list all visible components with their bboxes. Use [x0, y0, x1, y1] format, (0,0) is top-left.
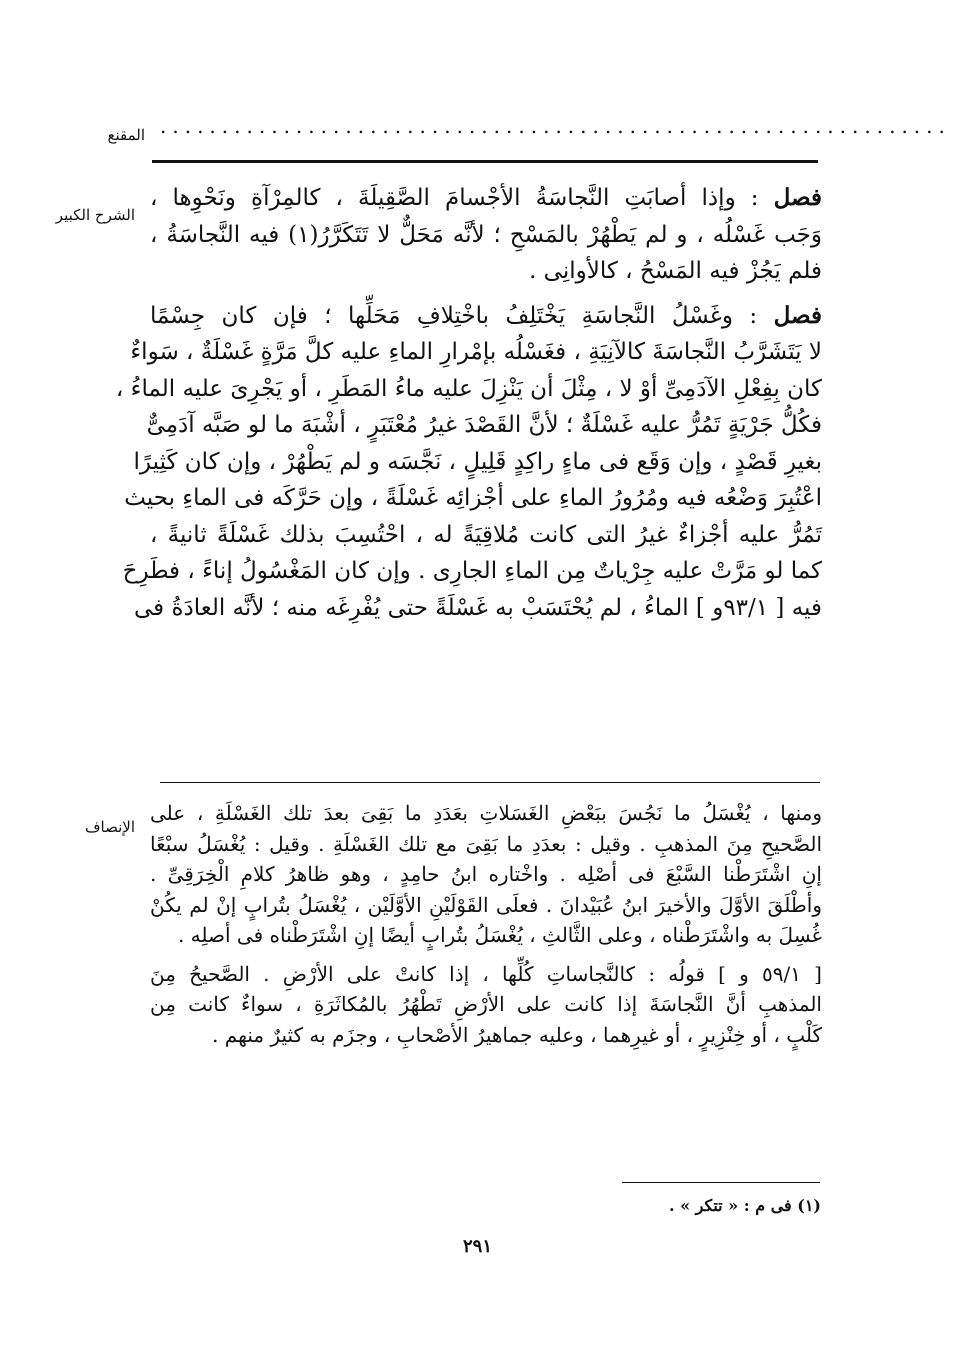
text-line: إنِ اشْتَرَطْنا السَّبْعَ فى أصْلِه . واخْتاره ابنُ حامِدٍ ، وهو ظاهرُ كلامِ الْخِرَقِىِّ . [150, 862, 822, 886]
text-line: كما لو مَرَّتْ عليه جِرْياتٌ مِن الماءِ الجارِى . وإن كان المَغْسُولُ إناءً ، فطَرِحَ [122, 558, 822, 584]
side-label-sharh: الشرح الكبير [55, 206, 135, 224]
line-text: : وإذا أصابَتِ النَّجاسَةُ الأجْسامَ الصَّقِيلَةَ ، كالمِرْآةِ ونَحْوِها ، [150, 185, 774, 211]
text-line: تَمُرُّ عليه أجْزاءٌ غيرُ التى كانت مُلاقِيَةً له ، احْتُسِبَ بذلك غَسْلَةً ثانيةً ، [150, 521, 822, 548]
text-line: لا يَتَشَرَّبُ النَّجاسَةَ كالآنِيَةِ ، فغَسْلُه بإمْرارِ الماءِ عليه كلَّ مَرَّةٍ غَسْلَةٌ ، سَواءٌ [130, 339, 822, 365]
text-line: فيه [ ٩٣/١و ] الماءُ ، لم يُحْتَسَبْ به غَسْلَةً حتى يُفْرِغَه منه ؛ لأنَّه العادَةُ فى [133, 594, 822, 621]
text-line: الصَّحيحِ مِنَ المذهبِ . وقيل : بعدَدِ ما بَقِىَ مع تلك الغَسْلَةِ . وقيل : يُغْسَلُ سبْعًا [150, 831, 822, 856]
text-line: فلم يَجُزْ فيه المَسْحُ ، كالأوانِى . [529, 258, 822, 284]
text-line: [ ٥٩/١ و ] قولُه : كالنَّجاساتِ كُلِّها ، إذا كانتْ على الأرْضِ . الصَّحيحُ مِنَ [150, 961, 822, 986]
header-dotted-leader: ................................................................ [160, 114, 951, 138]
text-line: كَلْبٍ ، أو خِنْزِيرٍ ، أو غيرِهما ، وعليه جماهيرُ الأصْحابِ ، وجزَم به كثيرٌ منهم . [212, 1022, 822, 1047]
text-line: فكُلُّ جَرْيَةٍ تَمُرُّ عليه غَسْلَةٌ ؛ لأنَّ القَصْدَ غيرُ مُعْتَبَرٍ ، أشْبَهَ ما لو صَبَّه آدَمِىٌّ [146, 412, 822, 438]
text-line: المذهبِ أنَّ النَّجاسَةَ إذا كانت على الأرْضِ تَطْهُرُ بالمُكاثَرَةِ ، سواءٌ كانت مِن [150, 992, 822, 1016]
footnote-rule [622, 1182, 820, 1183]
text-line: بغيرِ قَصْدٍ ، وإن وَقَع فى ماءٍ راكِدٍ قَلِيلٍ ، نَجَّسَه و لم يَطْهُرْ ، وإن كان كَثِيرًا [133, 448, 822, 475]
section-heading: فصل [773, 184, 822, 211]
insaf-paragraph-1 [150, 798, 822, 951]
text-line: اعْتُبِرَ وَضْعُه فيه ومُرُورُ الماءِ على أجْزائِه غَسْلَةً ، وإن حَرَّكَه فى الماءِ بحيث [124, 485, 822, 511]
main-text [115, 180, 822, 626]
text-line [150, 298, 822, 335]
section-heading: فصل [773, 301, 822, 329]
page-number: ٢٩١ [462, 1236, 492, 1257]
section-divider [160, 782, 820, 783]
header-rule [152, 160, 818, 163]
text-line [150, 180, 822, 217]
text-line: غُسِلَ به واشْتَرَطْناه ، وعلى الثَّالثِ ، يُغْسَلُ بتُرابٍ أيضًا إنِ اشْتَرَطْناه فى أصلِه . [177, 923, 822, 947]
main-paragraph-1 [150, 180, 822, 290]
footnote: (١) فى م : « تتكر » . [668, 1196, 821, 1215]
side-label-insaf: الإنصاف [84, 818, 135, 836]
text-line: وأطْلَقَ الأوَّلَ والأخيرَ ابنُ عُبَيْدانَ . فعلَى القَوْلَيْنِ الأوَّلَيْن ، يُغْسَلُ بتُرابٍ إنْ لم يكُنْ [150, 892, 822, 917]
line-text: : وغَسْلُ النَّجاسَةِ يَخْتَلِفُ باخْتِلافِ مَحَلِّها ؛ فإن كان جِسْمًا [150, 302, 774, 329]
text-line: كان بِفِعْلِ الآدَمِىِّ أوْ لا ، مِثْلَ أن يَنْزِلَ عليه ماءُ المَطَرِ ، أو يَجْرِىَ عليه الماءُ ، [115, 375, 822, 402]
running-head: المقنع [107, 126, 145, 144]
insaf-paragraph-2 [150, 959, 822, 1051]
text-line: وَجَب غَسْلُه ، و لم يَطْهُرْ بالمَسْحِ ؛ لأنَّه مَحَلٌّ لا تَتَكَرَّرُ(١) فيه النَّجاسَةُ ، [150, 221, 822, 248]
main-paragraph-2 [115, 298, 822, 627]
text-line: ومنها ، يُغْسَلُ ما نَجُسَ ببَعْضِ الغَسَلاتِ بعَدَدِ ما بَقِىَ بعدَ تلك الغَسْلَةِ ، على [150, 801, 822, 825]
insaf-text [150, 798, 822, 1050]
